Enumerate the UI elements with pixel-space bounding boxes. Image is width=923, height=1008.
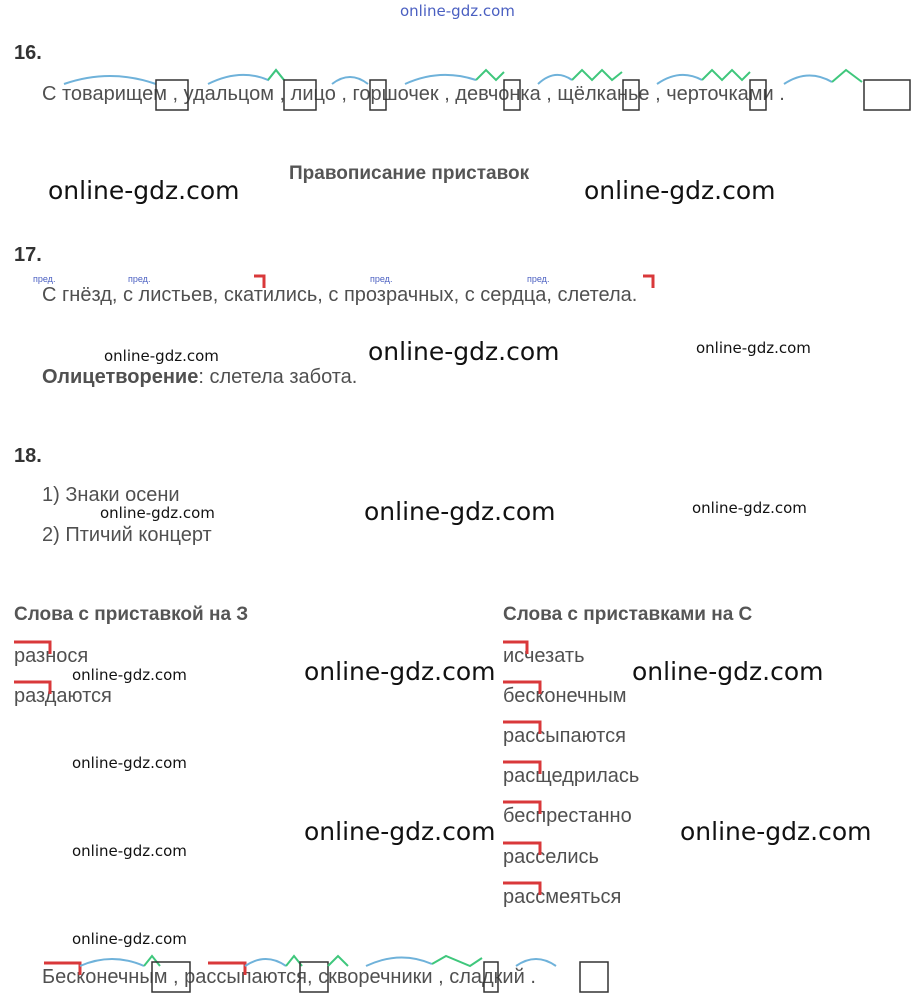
exercise-16-number: 16. [14, 42, 42, 64]
word-s: расселись [503, 846, 599, 868]
watermark: online-gdz.com [72, 666, 187, 684]
watermark: online-gdz.com [304, 657, 496, 686]
prefix-mark [643, 276, 653, 288]
root-arc-mark [516, 959, 556, 966]
watermark: online-gdz.com [304, 817, 496, 846]
word-s: бесконечным [503, 685, 627, 707]
root-arc-mark [784, 75, 832, 84]
suffix-wave-mark [832, 70, 862, 82]
watermark: online-gdz.com [368, 337, 560, 366]
suffix-wave-mark [144, 956, 160, 966]
word-s: исчезать [503, 645, 585, 667]
exercise-16-line: С товарищем , удальцом , лицо , горшочек , девчонка , щёлканье , черточками . [42, 83, 785, 105]
exercise-18-item: 2) Птичий концерт [42, 524, 212, 546]
word-s: беспрестанно [503, 805, 632, 827]
pred-label: пред. [33, 274, 56, 284]
root-arc-mark [366, 957, 432, 966]
word-s: расщедрилась [503, 765, 640, 787]
pred-label: пред. [527, 274, 550, 284]
suffix-wave-mark [268, 70, 284, 80]
exercise-17-line: С гнёзд, с листьев, скатились, с прозрачных, с сердца, слетела. [42, 284, 638, 306]
watermark: online-gdz.com [72, 754, 187, 772]
column-s-title: Слова с приставками на С [503, 604, 753, 625]
watermark: online-gdz.com [692, 499, 807, 517]
exercise-17-number: 17. [14, 244, 42, 266]
suffix-wave-mark [432, 956, 482, 966]
watermark: online-gdz.com [632, 657, 824, 686]
watermark: online-gdz.com [72, 842, 187, 860]
personification-line [42, 366, 357, 389]
exercise-18-number: 18. [14, 445, 42, 467]
exercise-18-item: 1) Знаки осени [42, 484, 180, 506]
watermark: online-gdz.com [696, 339, 811, 357]
watermark: online-gdz.com [72, 930, 187, 948]
personification-text: : слетела забота. [198, 366, 358, 388]
personification-label: Олицетворение [42, 366, 199, 388]
word-z: разнося [14, 645, 89, 667]
section-title: Правописание приставок [289, 163, 530, 184]
pred-label: пред. [128, 274, 151, 284]
bottom-line: Бесконечным , рассыпаются, скворечники , сладкий . [42, 966, 536, 988]
root-arc-mark [245, 959, 286, 966]
suffix-wave-mark [476, 70, 504, 80]
suffix-wave-mark [328, 956, 348, 966]
root-arc-mark [208, 70, 284, 84]
root-arc-mark [80, 959, 144, 966]
suffix-wave-mark [572, 70, 622, 80]
pred-label: пред. [370, 274, 393, 284]
watermark-top: online-gdz.com [400, 2, 515, 20]
watermark: online-gdz.com [364, 497, 556, 526]
watermark: online-gdz.com [584, 176, 776, 205]
suffix-wave-mark [702, 70, 750, 80]
word-s: рассмеяться [503, 886, 622, 908]
ending-box [864, 80, 910, 110]
ending-box [580, 962, 608, 992]
word-z: раздаются [14, 685, 112, 707]
watermark: online-gdz.com [680, 817, 872, 846]
watermark: online-gdz.com [104, 347, 219, 365]
column-z-title: Слова с приставкой на З [14, 604, 249, 625]
suffix-wave-mark [286, 956, 302, 966]
watermark: online-gdz.com [48, 176, 240, 205]
word-s: рассыпаются [503, 725, 626, 747]
watermark: online-gdz.com [100, 504, 215, 522]
